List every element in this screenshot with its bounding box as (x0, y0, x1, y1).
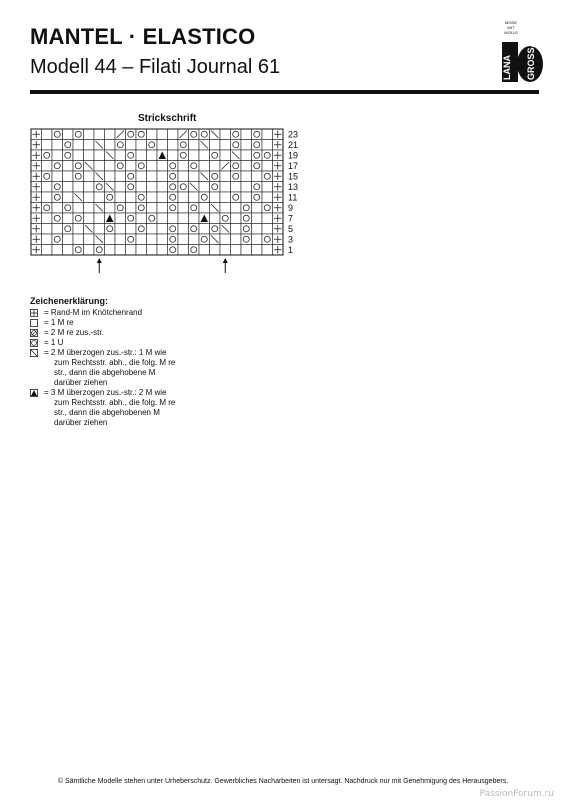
chart-cell (189, 150, 200, 161)
chart-cell (94, 129, 105, 140)
chart-cell (231, 182, 242, 193)
chart-cell (63, 213, 74, 224)
chart-cell (115, 171, 126, 182)
chart-cell (115, 140, 126, 151)
chart-cell (136, 203, 147, 214)
chart-cell (73, 203, 84, 214)
chart-cell (220, 171, 231, 182)
chart-cell (189, 171, 200, 182)
brand-logo (488, 20, 544, 86)
chart-cell (84, 192, 95, 203)
row-number: 17 (288, 161, 299, 171)
chart-cell (63, 192, 74, 203)
chart-cell (126, 224, 137, 235)
legend-text-continued: str., dann die abgehobene M (54, 368, 156, 377)
chart-cell (42, 161, 53, 172)
chart-cell (231, 161, 242, 172)
chart-cell (178, 234, 189, 245)
legend-title: Zeichenerklärung: (30, 296, 109, 306)
chart-cell (63, 161, 74, 172)
chart-cell (126, 213, 137, 224)
chart-cell (42, 234, 53, 245)
legend-item (30, 308, 175, 318)
row-number: 3 (288, 234, 294, 245)
page-subtitle: Modell 44 – Filati Journal 61 (30, 56, 281, 78)
chart-cell (252, 245, 263, 256)
chart-cell (73, 161, 84, 172)
chart-cell (84, 234, 95, 245)
chart-cell (241, 203, 252, 214)
chart-cell (189, 203, 200, 214)
knit-stitch-icon (30, 319, 38, 327)
logo-tagline: MODE MIT WOLLE (503, 20, 518, 35)
chart-cell (136, 140, 147, 151)
chart-cell (199, 234, 210, 245)
chart-cell (252, 182, 263, 193)
chart-cell (241, 171, 252, 182)
chart-cell (136, 192, 147, 203)
chart-cell (73, 245, 84, 256)
chart-cell (73, 150, 84, 161)
chart-cell (231, 203, 242, 214)
row-number: 7 (288, 213, 294, 224)
knitting-chart (30, 128, 330, 278)
watermark: PassionForum.ru (479, 789, 554, 799)
chart-cell (147, 224, 158, 235)
chart-cell (136, 234, 147, 245)
chart-cell (52, 192, 63, 203)
ssk-icon (30, 349, 38, 357)
chart-cell (189, 213, 200, 224)
svg-text:GROSSA: GROSSA (526, 40, 536, 80)
yarn-over-icon (30, 339, 38, 347)
chart-cell (52, 140, 63, 151)
chart-cell (178, 245, 189, 256)
chart-cell (42, 203, 53, 214)
chart-cell (199, 161, 210, 172)
chart-cell (42, 182, 53, 193)
chart-cell (126, 182, 137, 193)
chart-cell (136, 129, 147, 140)
chart-cell (126, 140, 137, 151)
chart-cell (42, 192, 53, 203)
chart-cell (105, 140, 116, 151)
chart-cell (262, 245, 273, 256)
legend-text: = 1 M re (44, 318, 74, 327)
chart-cell (231, 234, 242, 245)
chart-cell (147, 213, 158, 224)
legend-item (30, 318, 175, 328)
chart-cell (168, 140, 179, 151)
chart-cell (42, 171, 53, 182)
chart-cell (115, 203, 126, 214)
chart-cell (210, 182, 221, 193)
chart-cell (115, 245, 126, 256)
chart-cell (84, 182, 95, 193)
legend-text: = 2 M re zus.-str. (44, 328, 104, 337)
chart-cell (241, 234, 252, 245)
chart-cell (231, 224, 242, 235)
chart-cell (105, 192, 116, 203)
copyright-footer: © Sämtliche Modelle stehen unter Urheberschutz. Gewerbliches Nacharbeiten ist untersagt. Nachdruck nur mit Genehmigung des Herausgebers. (57, 778, 509, 785)
chart-cell (63, 182, 74, 193)
chart-cell (220, 140, 231, 151)
chart-cell (210, 213, 221, 224)
chart-cell (136, 182, 147, 193)
chart-cell (189, 245, 200, 256)
chart-cell (115, 150, 126, 161)
row-number: 11 (288, 192, 298, 203)
chart-cell (42, 245, 53, 256)
chart-cell (262, 161, 273, 172)
chart-cell (73, 171, 84, 182)
row-number: 23 (288, 129, 299, 140)
chart-cell (168, 203, 179, 214)
chart-cell (168, 192, 179, 203)
chart-cell (220, 203, 231, 214)
chart-cell (220, 129, 231, 140)
chart-cell (168, 234, 179, 245)
chart-cell (126, 171, 137, 182)
chart-cell (168, 245, 179, 256)
chart-cell (241, 140, 252, 151)
chart-cell (189, 161, 200, 172)
row-number: 5 (288, 224, 294, 234)
chart-cell (52, 234, 63, 245)
chart-cell (126, 150, 137, 161)
legend-text-continued: darüber ziehen (54, 418, 108, 427)
chart-cell (178, 171, 189, 182)
chart-cell (147, 245, 158, 256)
chart-cell (157, 203, 168, 214)
row-number: 1 (288, 245, 294, 255)
chart-cell (52, 161, 63, 172)
row-number: 21 (288, 140, 299, 150)
chart-cell (252, 161, 263, 172)
chart-cell (252, 234, 263, 245)
chart-cell (168, 161, 179, 172)
chart-cell (157, 161, 168, 172)
chart-cell (262, 203, 273, 214)
chart-cell (147, 182, 158, 193)
chart-cell (115, 224, 126, 235)
chart-cell (178, 192, 189, 203)
chart-cell (147, 140, 158, 151)
chart-cell (157, 171, 168, 182)
chart-cell (147, 234, 158, 245)
legend-text: = 2 M überzogen zus.-str.: 1 M wie (44, 348, 167, 357)
chart-cell (241, 150, 252, 161)
chart-cell (231, 213, 242, 224)
chart-cell (189, 234, 200, 245)
chart-cell (42, 213, 53, 224)
chart-cell (94, 182, 105, 193)
chart-cell (94, 150, 105, 161)
chart-cell (252, 213, 263, 224)
chart-cell (178, 224, 189, 235)
chart-cell (189, 224, 200, 235)
chart-cell (262, 213, 273, 224)
chart-cell (178, 140, 189, 151)
chart-cell (63, 171, 74, 182)
chart-cell (105, 129, 116, 140)
chart-cell (73, 129, 84, 140)
chart-cell (199, 245, 210, 256)
chart-cell (94, 245, 105, 256)
chart-cell (157, 140, 168, 151)
legend-item (30, 348, 175, 358)
chart-cell (115, 213, 126, 224)
legend-text: = Rand-M im Knötchenrand (44, 308, 143, 317)
chart-cell (63, 234, 74, 245)
chart-cell (178, 161, 189, 172)
chart-cell (252, 203, 263, 214)
legend-text-continued: darüber ziehen (54, 378, 108, 387)
chart-cell (52, 245, 63, 256)
chart-cell (52, 203, 63, 214)
chart-cell (42, 140, 53, 151)
chart-cell (178, 213, 189, 224)
chart-cell (126, 245, 137, 256)
chart-cell (52, 129, 63, 140)
chart-cell (220, 245, 231, 256)
row-number: 15 (288, 171, 299, 182)
chart-cell (52, 224, 63, 235)
chart-cell (147, 161, 158, 172)
chart-cell (63, 245, 74, 256)
chart-cell (42, 224, 53, 235)
chart-cell (199, 192, 210, 203)
chart-cell (262, 171, 273, 182)
chart-cell (105, 245, 116, 256)
chart-cell (136, 213, 147, 224)
legend-item (30, 338, 175, 348)
chart-cell (210, 161, 221, 172)
chart-cell (73, 140, 84, 151)
chart-cell (126, 234, 137, 245)
chart-cell (147, 192, 158, 203)
chart-cell (210, 192, 221, 203)
chart-cell (189, 192, 200, 203)
chart-cell (168, 129, 179, 140)
legend-text: = 3 M überzogen zus.-str.: 2 M wie (44, 388, 167, 397)
chart-cell (262, 234, 273, 245)
chart-cell (199, 203, 210, 214)
chart-cell (115, 161, 126, 172)
chart-cell (105, 171, 116, 182)
chart-cell (262, 192, 273, 203)
chart-cell (94, 224, 105, 235)
legend-text-continued: str., dann die abgehobenen M (54, 408, 160, 417)
chart-cell (231, 192, 242, 203)
chart-cell (52, 150, 63, 161)
chart-cell (63, 140, 74, 151)
svg-text:LANA: LANA (502, 55, 512, 80)
chart-cell (136, 224, 147, 235)
chart-cell (189, 140, 200, 151)
chart-cell (136, 245, 147, 256)
chart-cell (252, 192, 263, 203)
chart-cell (105, 161, 116, 172)
chart-cell (210, 140, 221, 151)
chart-cell (84, 213, 95, 224)
chart-cell (157, 234, 168, 245)
chart-cell (220, 182, 231, 193)
chart-cell (252, 171, 263, 182)
chart-cell (147, 129, 158, 140)
chart-cell (73, 224, 84, 235)
chart-cell (126, 129, 137, 140)
chart-cell (220, 192, 231, 203)
k2tog-icon (30, 329, 38, 337)
chart-cell (136, 161, 147, 172)
legend-text-continued: zum Rechtsstr. abh., die folg. M re (54, 358, 176, 367)
chart-cell (241, 192, 252, 203)
page-title: MANTEL · ELASTICO (30, 24, 256, 49)
chart-cell (115, 192, 126, 203)
chart-cell (94, 213, 105, 224)
chart-cell (73, 234, 84, 245)
chart-cell (210, 150, 221, 161)
row-number: 9 (288, 203, 294, 213)
chart-cell (84, 150, 95, 161)
chart-cell (231, 129, 242, 140)
chart-cell (94, 161, 105, 172)
header-rule (30, 90, 539, 94)
chart-cell (199, 182, 210, 193)
chart-cell (63, 150, 74, 161)
chart-cell (262, 150, 273, 161)
chart-cell (157, 224, 168, 235)
chart-cell (42, 129, 53, 140)
chart-cell (147, 171, 158, 182)
chart-cell (241, 213, 252, 224)
row-number: 13 (288, 182, 299, 192)
chart-cell (52, 171, 63, 182)
chart-cell (136, 171, 147, 182)
legend (30, 308, 175, 428)
chart-cell (199, 129, 210, 140)
chart-title: Strickschrift (138, 113, 197, 124)
chart-cell (231, 140, 242, 151)
chart-cell (63, 224, 74, 235)
chart-cell (241, 161, 252, 172)
chart-cell (168, 182, 179, 193)
chart-cell (178, 150, 189, 161)
legend-text: = 1 U (44, 338, 64, 347)
chart-cell (52, 213, 63, 224)
chart-cell (94, 192, 105, 203)
chart-cell (157, 182, 168, 193)
chart-cell (126, 203, 137, 214)
chart-cell (63, 129, 74, 140)
chart-cell (252, 150, 263, 161)
chart-cell (157, 129, 168, 140)
chart-cell (157, 192, 168, 203)
chart-cell (157, 245, 168, 256)
chart-cell (168, 150, 179, 161)
chart-cell (73, 213, 84, 224)
chart-cell (178, 182, 189, 193)
chart-cell (199, 224, 210, 235)
chart-cell (84, 171, 95, 182)
double-decrease-icon (30, 389, 38, 397)
chart-cell (147, 203, 158, 214)
chart-cell (241, 129, 252, 140)
chart-cell (220, 150, 231, 161)
chart-cell (84, 245, 95, 256)
chart-cell (252, 129, 263, 140)
chart-cell (241, 182, 252, 193)
chart-cell (168, 213, 179, 224)
chart-cell (168, 171, 179, 182)
chart-cell (252, 224, 263, 235)
chart-cell (210, 171, 221, 182)
chart-cell (126, 192, 137, 203)
chart-cell (231, 245, 242, 256)
chart-cell (136, 150, 147, 161)
chart-cell (178, 203, 189, 214)
chart-cell (199, 150, 210, 161)
chart-cell (52, 182, 63, 193)
chart-cell (252, 140, 263, 151)
chart-cell (262, 224, 273, 235)
chart-cell (220, 234, 231, 245)
legend-item (30, 388, 175, 398)
chart-cell (73, 182, 84, 193)
legend-item (30, 328, 175, 338)
chart-cell (210, 224, 221, 235)
chart-cell (241, 245, 252, 256)
chart-cell (220, 213, 231, 224)
edge-stitch-icon (30, 309, 38, 317)
chart-cell (147, 150, 158, 161)
chart-cell (115, 234, 126, 245)
chart-cell (84, 203, 95, 214)
row-number: 19 (288, 150, 299, 161)
chart-cell (115, 182, 126, 193)
chart-cell (105, 234, 116, 245)
chart-cell (84, 129, 95, 140)
chart-cell (63, 203, 74, 214)
legend-text-continued: zum Rechtsstr. abh., die folg. M re (54, 398, 176, 407)
chart-cell (84, 140, 95, 151)
chart-cell (189, 129, 200, 140)
chart-cell (168, 224, 179, 235)
chart-cell (262, 129, 273, 140)
chart-cell (105, 224, 116, 235)
chart-cell (105, 203, 116, 214)
chart-cell (42, 150, 53, 161)
chart-cell (210, 245, 221, 256)
chart-cell (262, 140, 273, 151)
chart-cell (231, 171, 242, 182)
chart-cell (262, 182, 273, 193)
chart-cell (241, 224, 252, 235)
chart-cell (126, 161, 137, 172)
chart-cell (157, 213, 168, 224)
